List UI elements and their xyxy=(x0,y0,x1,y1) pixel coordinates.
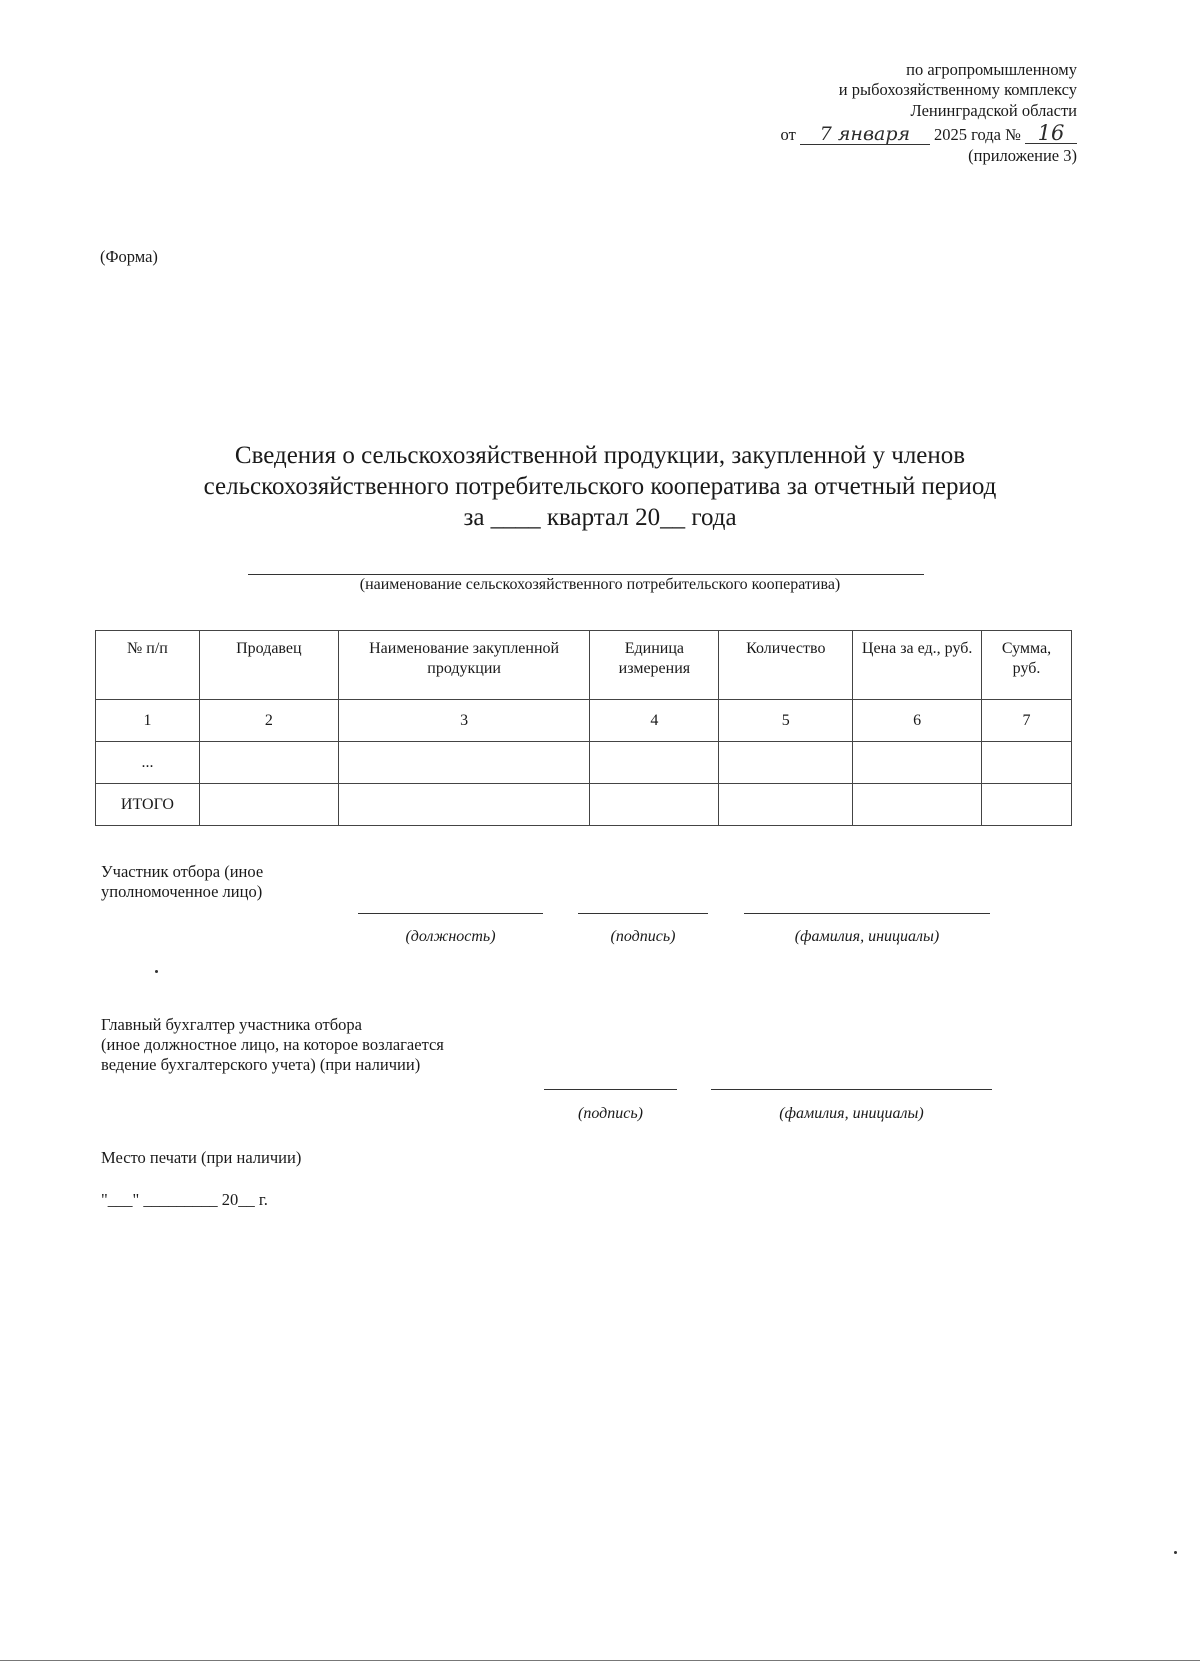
accountant-name-caption: (фамилия, инициалы) xyxy=(779,1105,924,1122)
table-cell xyxy=(199,784,338,826)
table-header-cell: Наименование закупленной продукции xyxy=(338,631,590,700)
table-cell: 4 xyxy=(590,700,719,742)
form-label: (Форма) xyxy=(100,247,158,266)
accountant-signature-caption: (подпись) xyxy=(578,1105,643,1122)
table-cell xyxy=(982,742,1072,784)
document-title xyxy=(0,440,1200,533)
participant-label xyxy=(101,862,263,902)
header-date-handwritten: 7 января xyxy=(800,125,930,145)
accountant-label-line-3: ведение бухгалтерского учета) (при наличии) xyxy=(101,1055,421,1074)
table-total-row xyxy=(96,784,1072,826)
table-cell xyxy=(719,742,853,784)
title-line-3: за ____ квартал 20__ года xyxy=(463,504,737,531)
table-cell: 3 xyxy=(338,700,590,742)
table-cell xyxy=(982,784,1072,826)
header-line-3: Ленинградской области xyxy=(910,101,1077,120)
accountant-signature-line xyxy=(544,1089,677,1090)
header-line-1: по агропромышленному xyxy=(906,60,1077,79)
participant-signature-caption: (подпись) xyxy=(610,928,676,945)
table-cell: 6 xyxy=(853,700,982,742)
header-date-line xyxy=(780,121,1077,145)
accountant-label-line-1: Главный бухгалтер участника отбора xyxy=(101,1015,362,1034)
participant-name-line xyxy=(744,913,990,914)
header-line-2: и рыбохозяйственному комплексу xyxy=(838,80,1077,99)
table-cell xyxy=(590,784,719,826)
table-header-row xyxy=(96,631,1072,700)
table-header-cell: Единица измерения xyxy=(590,631,719,700)
table-header-cell: № п/п xyxy=(96,631,200,700)
table-cell xyxy=(853,742,982,784)
table-cell: 5 xyxy=(719,700,853,742)
table-cell: ИТОГО xyxy=(96,784,200,826)
participant-position-caption: (должность) xyxy=(405,928,496,945)
header-from-label: от xyxy=(780,125,796,144)
table-row xyxy=(96,742,1072,784)
table-cell xyxy=(719,784,853,826)
table-header-cell: Количество xyxy=(719,631,853,700)
coop-name-line xyxy=(248,574,924,575)
scan-speck xyxy=(1174,1551,1177,1554)
signing-date-line: "___" _________ 20__ г. xyxy=(101,1190,268,1209)
participant-label-line-1: Участник отбора (иное xyxy=(101,862,264,881)
header-year-text: 2025 года № xyxy=(934,125,1021,144)
table-header-cell: Продавец xyxy=(199,631,338,700)
table-cell xyxy=(199,742,338,784)
table-cell: 1 xyxy=(96,700,200,742)
table-cell: ... xyxy=(96,742,200,784)
table-header-cell: Цена за ед., руб. xyxy=(853,631,982,700)
products-table xyxy=(95,630,1072,826)
table-cell: 7 xyxy=(982,700,1072,742)
coop-name-caption: (наименование сельскохозяйственного потребительского кооператива) xyxy=(359,576,841,593)
accountant-label xyxy=(101,1015,444,1075)
header-appendix: (приложение 3) xyxy=(968,146,1077,165)
header-number-handwritten: 16 xyxy=(1025,124,1077,144)
table-number-row xyxy=(96,700,1072,742)
table-cell: 2 xyxy=(199,700,338,742)
participant-label-line-2: уполномоченное лицо) xyxy=(101,882,263,901)
participant-position-line xyxy=(358,913,543,914)
participant-signature-line xyxy=(578,913,708,914)
participant-name-caption: (фамилия, инициалы) xyxy=(794,928,940,945)
table-header-cell: Сумма, руб. xyxy=(982,631,1072,700)
title-line-1: Сведения о сельскохозяйственной продукции, закупленной у членов xyxy=(234,442,966,469)
table-cell xyxy=(338,784,590,826)
table-cell xyxy=(590,742,719,784)
scan-bottom-edge xyxy=(0,1660,1200,1661)
accountant-label-line-2: (иное должностное лицо, на которое возлагается xyxy=(101,1035,444,1054)
table-cell xyxy=(853,784,982,826)
accountant-name-line xyxy=(711,1089,992,1090)
stamp-place-label: Место печати (при наличии) xyxy=(101,1148,302,1167)
scan-speck xyxy=(155,970,158,973)
table-cell xyxy=(338,742,590,784)
title-line-2: сельскохозяйственного потребительского кооператива за отчетный период xyxy=(203,473,997,500)
